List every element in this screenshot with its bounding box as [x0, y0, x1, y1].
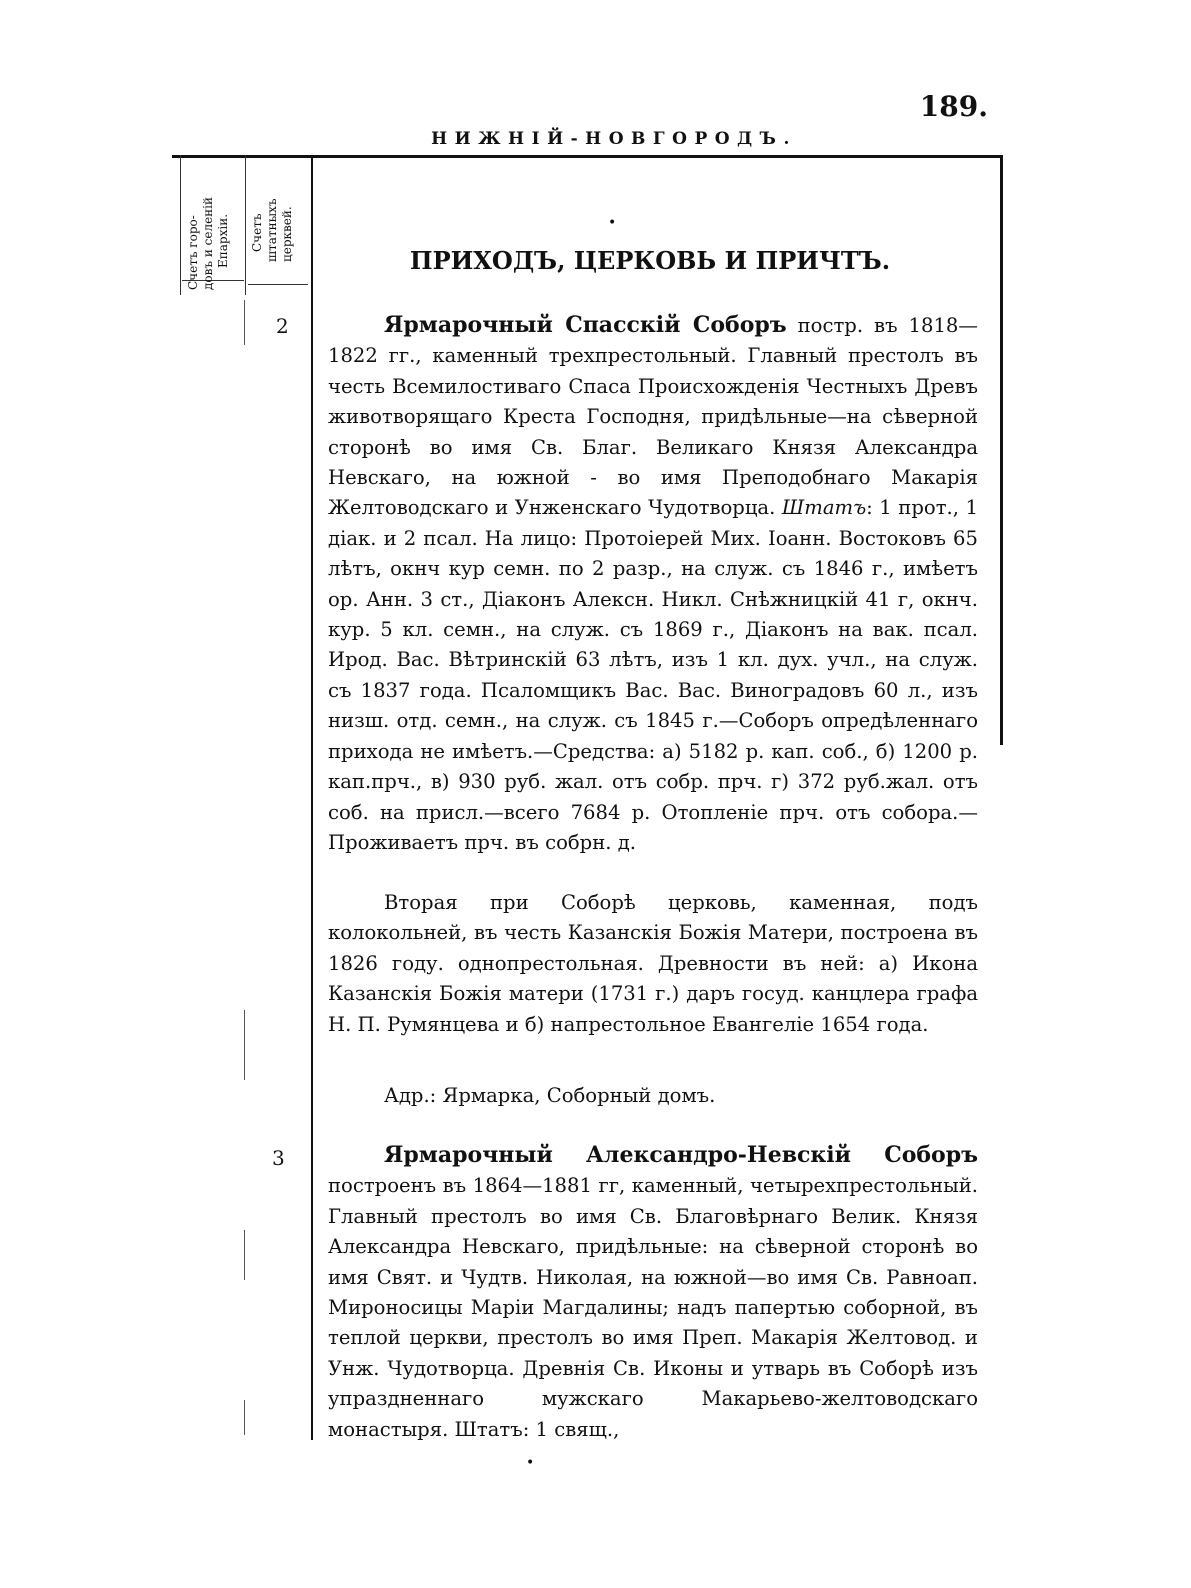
col-rule-h — [248, 284, 308, 285]
frame-line-col — [245, 155, 246, 295]
column-header-line: штатныхъ — [265, 198, 279, 262]
entry-text: : 1 прот., 1 діак. и 2 псал. На лицо: Протоіерей Мих. Іоанн. Востоковъ 65 лѣтъ, окнч кур семн. по 2 разр., на служ. съ 1846 г., имѣетъ ор. Анн. 3 ст., Діаконъ Алексн. Никл. Снѣжницкій 41 г, окнч. кур. 5 кл. семн., на служ. съ 1869 г., Діаконъ на вак. псал. Ирод. Вас. Вѣтринскій 63 лѣтъ, изъ 1 кл. дух. учл., на служ. съ 1837 года. Псаломщикъ Вас. Вас. Виноградовъ 60 л., изъ низш. отд. семн., на служ. съ 1845 г.—Соборъ опредѣленнаго прихода не имѣетъ.—Средства: а) 5182 р. кап. соб., б) 1200 р. кап.прч., в) 930 руб. жал. отъ собр. прч. г) 372 руб.жал. отъ соб. на присл.—всего 7684 р. Отопленіе прч. отъ собора.—Проживаетъ прч. въ собрн. д. — [328, 496, 979, 854]
entry-text: постр. въ 1818—1822 гг., каменный трехпрестольный. Главный престолъ въ честь Всемилостиваго Спаса Происхожденія Честныхъ Древъ животворящаго Креста Господня, придѣльные—на сѣверной сторонѣ во имя Св. Благ. Великаго Князя Александра Невскаго, на южной - во имя Преподобнаго Макарія Желтоводскаго и Унженскаго Чудотворца. — [328, 314, 978, 520]
column-header-line: церквей. — [280, 206, 294, 262]
column-header-line: Счетъ — [250, 213, 264, 252]
address-line: Адр.: Ярмарка, Соборный домъ. — [384, 1084, 716, 1107]
frame-line-left — [180, 155, 181, 295]
col-divider-dash — [244, 1230, 245, 1280]
column-header-settlements — [186, 197, 231, 290]
church-name: Ярмарочный Спасскій Соборъ — [384, 312, 787, 338]
decorative-dot: • — [526, 1455, 535, 1471]
column-header-line: Епархіи. — [216, 213, 230, 268]
section-title: ПРИХОДЪ, ЦЕРКОВЬ И ПРИЧТЪ. — [409, 246, 891, 275]
col-divider-dash — [244, 300, 245, 345]
col-divider-dash — [244, 1010, 245, 1080]
entry-paragraph — [328, 1140, 978, 1445]
column-header-line: довъ и селеній — [201, 196, 215, 290]
entry-text: построенъ въ 1864—1881 гг, каменный, четырехпрестольный. Главный престолъ во имя Св. Благовѣрнаго Велик. Князя Александра Невскаго, придѣльные: на сѣверной сторонѣ во имя Свят. и Чудтв. Николая, на южной—во имя Св. Равноап. Мироносицы Маріи Магдалины; надъ папертью соборной, въ теплой церкви, престолъ во имя Преп. Макарія Желтовод. и Унж. Чудотворца. Древнія Св. Иконы и утварь въ Соборѣ изъ упраздненнаго мужскаго Макарьево-желтоводскаго монастыря. Штатъ: 1 свящ., — [328, 1174, 978, 1441]
body-rule-left — [311, 155, 313, 1440]
entry-paragraph — [328, 310, 978, 858]
church-name: Ярмарочный Александро-Невскій Соборъ — [384, 1142, 978, 1168]
column-header-line: Счетъ горо- — [186, 215, 200, 290]
row-number: 2 — [276, 314, 289, 338]
running-head: НИЖНІЙ-НОВГОРОДЪ. — [431, 129, 797, 149]
column-header-churches — [250, 198, 295, 262]
col-divider-dash — [244, 1400, 245, 1435]
entry-paragraph: Вторая при Соборѣ церковь, каменная, подъ колокольней, въ честь Казанскія Божія Матери, построена въ 1826 году. однопрестольная. Древности въ ней: а) Икона Казанскія Божія матери (1731 г.) даръ госуд. канцлера графа Н. П. Румянцева и б) напрестольное Евангеліе 1654 года. — [328, 891, 978, 1036]
decorative-dot: • — [608, 215, 617, 231]
body-rule-right — [1000, 155, 1003, 745]
row-number: 3 — [272, 1146, 285, 1170]
page-number: 189. — [919, 90, 988, 123]
head-rule — [172, 155, 1002, 158]
staff-label: Штатъ — [781, 496, 867, 520]
